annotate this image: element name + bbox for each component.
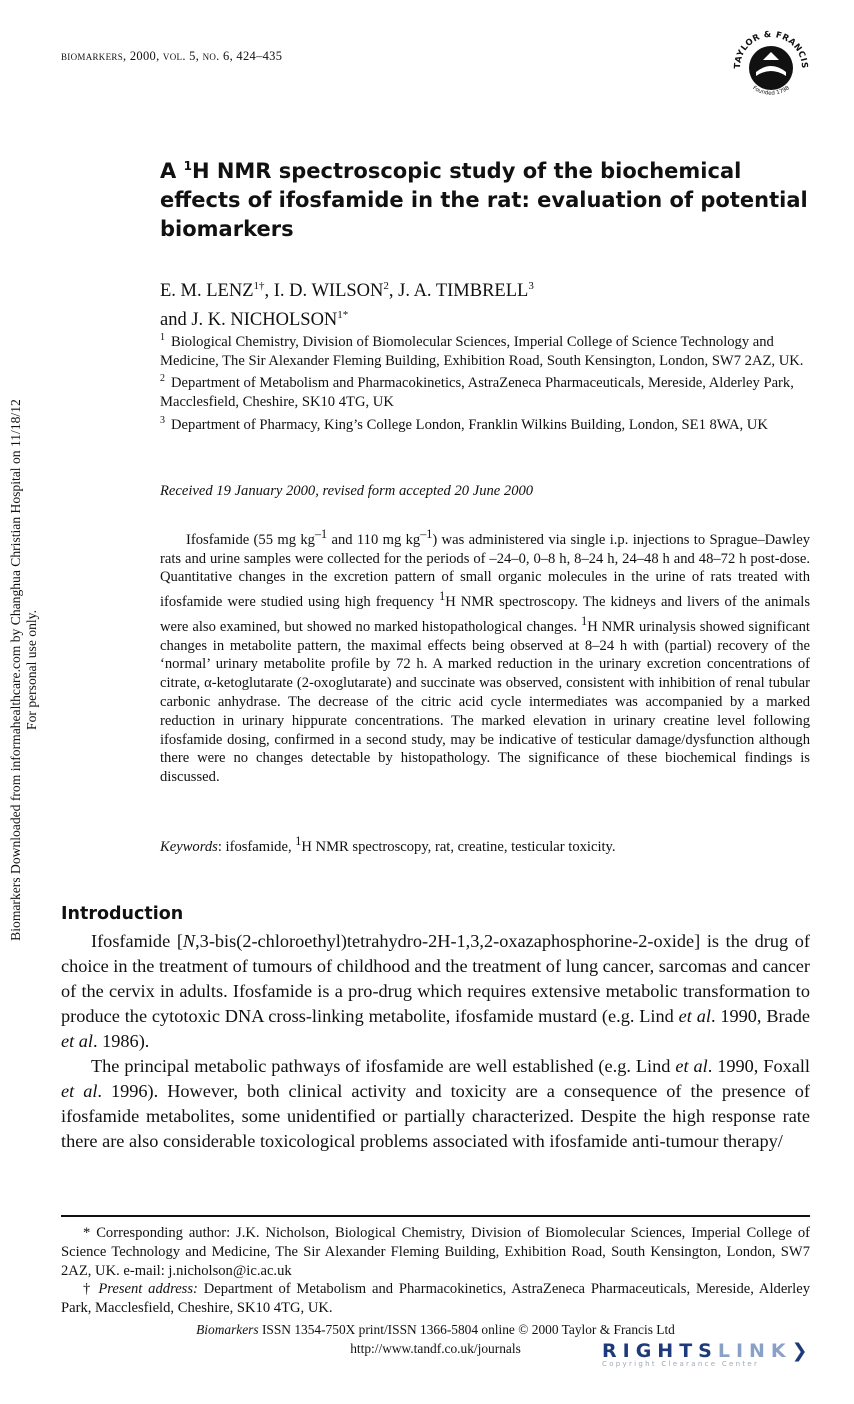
intro-p1-etal-2: et al xyxy=(61,1031,93,1051)
abstract-part-5: H NMR urinalysis showed significant changes in metabolite pattern, the maximal effects being observed at 8–24 h with (partial) recovery of the ‘normal’ urinary metabolite profile by 72 h. A marked reduction in the urinary excretion concentrations of citrate, α-ketoglutarate (2-oxoglutarate) and succinate was observed, consistent with inhibition of renal tubular carbonic anhydrase. The decrease of the citric acid cycle intermediates was accompanied by a marked reduction in urinary hippurate concentrations. The marked elevation in urinary creatine level following ifosfamide dosing, confirmed in a second study, may be indicative of testicular damage/dysfunction although there were no changes detectable by histopathology. The significance of these biochemical findings is discussed. xyxy=(160,618,810,786)
author-wilson: , I. D. WILSON xyxy=(264,281,384,302)
author-lenz-sup: 1† xyxy=(253,280,265,292)
citation-year: , 2000, xyxy=(123,49,163,63)
side-note-line1: Biomarkers Downloaded from informahealthcare.com by Changhua Christian Hospital on 11/18/12 xyxy=(8,399,23,941)
intro-p1-etal-1: et al xyxy=(678,1006,711,1026)
intro-paragraph-2 xyxy=(61,1054,810,1154)
author-lenz: E. M. LENZ xyxy=(160,281,254,302)
intro-p2-etal-1: et al xyxy=(675,1056,708,1076)
no-label: no. xyxy=(202,49,220,63)
abstract-part-1: Ifosfamide (55 mg kg xyxy=(186,531,315,548)
section-heading-introduction: Introduction xyxy=(61,904,184,924)
keywords-post: H NMR spectroscopy, rat, creatine, testicular toxicity. xyxy=(301,838,616,855)
abstract xyxy=(160,525,810,787)
footnote-present-address-text: Department of Metabolism and Pharmacokinetics, AstraZeneca Pharmaceuticals, Mereside, Alderley Park, Macclesfield, Cheshire, SK10 4TG, UK. xyxy=(61,1281,810,1317)
issn-line: ISSN 1354-750X print/ISSN 1366-5804 online © 2000 Taylor & Francis Ltd xyxy=(258,1322,675,1337)
author-nicholson-sup: 1* xyxy=(337,309,349,322)
title-prefix: A xyxy=(160,159,184,183)
footnotes xyxy=(61,1224,810,1318)
footnote-corresponding-author: * Corresponding author: J.K. Nicholson, Biological Chemistry, Division of Biomolecular Sciences, Imperial College of Science Technology and Medicine, The Sir Alexander Fleming Building, Exhibition Road, South Kensington, London, SW7 2AZ, UK. e-mail: j.nicholson@ic.ac.uk xyxy=(61,1225,810,1279)
issue-pages: 6, 424–435 xyxy=(219,49,283,63)
keywords-label: Keywords xyxy=(160,838,218,855)
abstract-part-2: and 110 mg kg xyxy=(327,531,421,548)
journal-citation xyxy=(61,49,282,64)
rightslink-badge[interactable] xyxy=(602,1340,834,1374)
issn-journal: Biomarkers xyxy=(196,1322,259,1337)
abstract-sup-3: 1 xyxy=(439,589,446,604)
keywords-pre: : ifosfamide, xyxy=(217,838,296,855)
introduction-body xyxy=(61,929,810,1154)
affiliation-1-text: Biological Chemistry, Division of Biomolecular Sciences, Imperial College of Science Technology and Medicine, The Sir Alexander Fleming Building, Exhibition Road, South Kensington, London, SW7 2AZ, UK. xyxy=(160,333,804,369)
download-side-note xyxy=(0,300,53,1060)
affiliation-3-text: Department of Pharmacy, King’s College London, Franklin Wilkins Building, London, SE1 8WA, UK xyxy=(171,416,768,433)
footnote-present-address xyxy=(61,1280,810,1318)
intro-p1-b: ,3-bis(2-chloroethyl)tetrahydro-2H-1,3,2-oxazaphosphorine-2-oxide] is the drug of choice in the treatment of tumours of childhood and the treatment of lung cancer, sarcomas and cancer of the cervix in adults. Ifosfamide is a pro-drug which requires extensive metabolic transformation to produce the cytotoxic DNA cross-linking metabolite, ifosfamide mustard (e.g. Lind xyxy=(61,931,811,1026)
author-list xyxy=(160,274,800,332)
intro-paragraph-1 xyxy=(61,929,810,1054)
abstract-part-3: ) was administered via single i.p. injections to Sprague–Dawley rats and urine samples were collected for the periods of –24–0, 0–8 h, 8–24 h, 24–48 h and 48–72 h post-dose. Quantitative changes in the excretion pattern of small organic molecules in the urine of rats treated with ifosfamide were studied using high frequency xyxy=(160,531,810,611)
affiliations xyxy=(160,329,820,435)
article-title xyxy=(160,152,810,244)
received-dates: Received 19 January 2000, revised form accepted 20 June 2000 xyxy=(160,483,534,499)
intro-p1-a: Ifosfamide [ xyxy=(91,931,183,951)
author-wilson-sup: 2 xyxy=(383,280,389,292)
title-text: H NMR spectroscopic study of the biochemical effects of ifosfamide in the rat: evaluation of potential biomarkers xyxy=(160,159,808,241)
affiliation-1 xyxy=(160,329,820,370)
chevron-right-icon: ❯ xyxy=(791,1340,814,1362)
keywords-sup: 1 xyxy=(295,834,302,848)
logo-arc-text: TAYLOR & FRANCIS xyxy=(732,30,810,70)
affiliation-3 xyxy=(160,412,820,435)
affiliation-2-text: Department of Metabolism and Pharmacokinetics, AstraZeneca Pharmaceuticals, Mereside, Alderley Park, Macclesfield, Cheshire, SK10 4TG, UK xyxy=(160,375,794,411)
rightslink-part-2: LINK xyxy=(717,1340,792,1362)
rightslink-logo xyxy=(602,1340,834,1362)
author-nicholson: and J. K. NICHOLSON xyxy=(160,310,338,331)
keywords xyxy=(160,834,810,856)
footnote-present-address-label: Present address: xyxy=(98,1281,198,1298)
abstract-sup-1: –1 xyxy=(314,527,328,541)
title-superscript: 1 xyxy=(183,159,192,173)
vol-label: vol. xyxy=(162,49,186,63)
rightslink-part-1: RIGHTS xyxy=(602,1340,718,1362)
footnote-divider xyxy=(61,1215,810,1217)
abstract-sup-4: 1 xyxy=(581,613,588,628)
intro-p1-d: . 1986). xyxy=(92,1031,150,1051)
rightslink-tagline: Copyright Clearance Center xyxy=(602,1360,760,1368)
footnote-dagger: † xyxy=(83,1281,99,1298)
author-timbrell-sup: 3 xyxy=(528,280,534,292)
side-note-line2: For personal use only. xyxy=(24,610,39,730)
affiliation-1-num: 1 xyxy=(160,332,165,343)
intro-p2-c: . 1996). However, both clinical activity and toxicity are a consequence of the presence of ifosfamide metabolites, some unidentified or partially characterized. Despite the high response rate there are also considerable toxicological problems associated with ifosfamide anti-tumour therapy/ xyxy=(61,1081,810,1151)
affiliation-3-num: 3 xyxy=(160,414,165,426)
taylor-francis-logo xyxy=(730,30,812,102)
logo-founded-text: Founded 1798 xyxy=(751,85,791,97)
author-timbrell: , J. A. TIMBRELL xyxy=(388,281,529,302)
intro-p1-n: N xyxy=(182,931,196,951)
vol-number: 5, xyxy=(185,49,203,63)
abstract-part-4: H NMR spectroscopy. The kidneys and livers of the animals were also examined, but showed no marked histopathological changes. xyxy=(160,594,811,635)
affiliation-2 xyxy=(160,370,820,411)
intro-p1-c: . 1990, Brade xyxy=(710,1006,810,1026)
intro-p2-a: The principal metabolic pathways of ifosfamide are well established (e.g. Lind xyxy=(91,1056,676,1076)
abstract-sup-2: –1 xyxy=(420,527,433,541)
journal-url: http://www.tandf.co.uk/journals xyxy=(350,1340,521,1356)
journal-name: biomarkers xyxy=(61,49,124,63)
affiliation-2-num: 2 xyxy=(160,373,165,385)
intro-p2-etal-2: et al xyxy=(61,1081,98,1101)
intro-p2-b: . 1990, Foxall xyxy=(707,1056,810,1076)
